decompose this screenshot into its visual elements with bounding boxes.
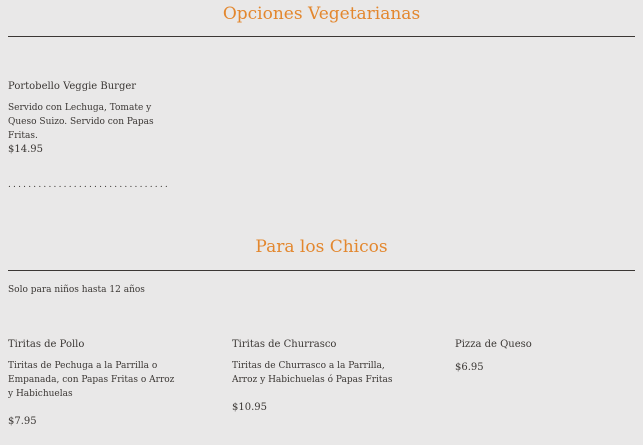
menu-item-description: Servido con Lechuga, Tomate y Queso Suizo. Servido con Papas Fritas. [8, 103, 154, 141]
menu-item-description: Tiritas de Churrasco a la Parrilla, Arroz y Habichuelas ó Papas Fritas [232, 361, 393, 385]
menu-item-name: Tiritas de Pollo [8, 339, 85, 350]
menu-item-name: Tiritas de Churrasco [232, 339, 337, 350]
section-title-vegetarian: Opciones Vegetarianas [222, 4, 421, 24]
section-divider [8, 270, 635, 271]
menu-item-description: Tiritas de Pechuga a la Parrilla o Empanada, con Papas Fritas o Arroz y Habichuelas [8, 361, 175, 399]
menu-item-name: Pizza de Queso [455, 339, 532, 350]
menu-item-price: $14.95 [8, 144, 43, 155]
menu-item-price: $7.95 [8, 416, 37, 427]
section-title-kids: Para los Chicos [255, 237, 388, 257]
kids-age-note: Solo para niños hasta 12 años [8, 285, 145, 295]
menu-item-name: Portobello Veggie Burger [8, 81, 137, 92]
section-divider [8, 36, 635, 37]
menu-item-price: $10.95 [232, 402, 267, 413]
menu-item-price: $6.95 [455, 362, 484, 373]
dotted-separator: ................................ [8, 180, 170, 190]
